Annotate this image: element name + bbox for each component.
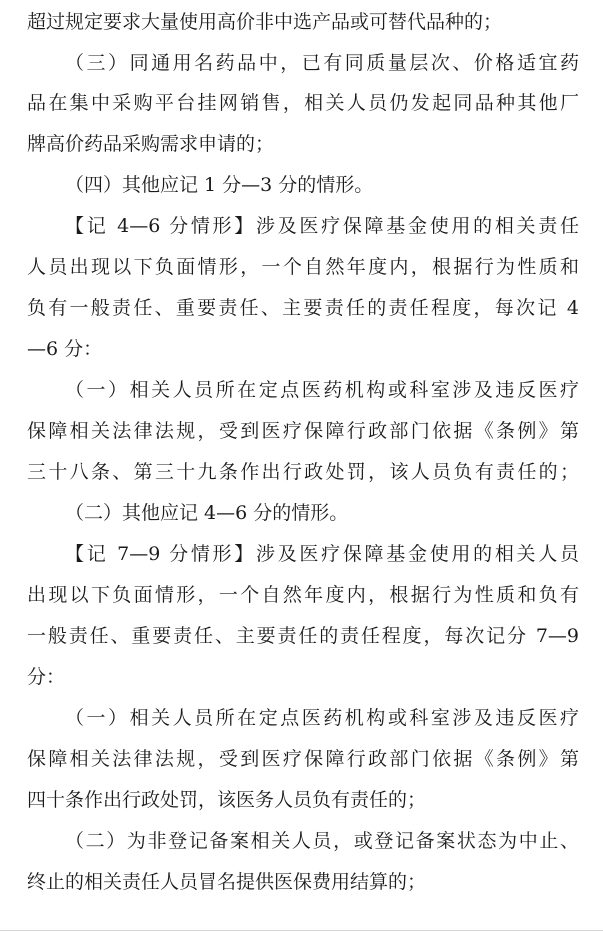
text-line: （二）为非登记备案相关人员，或登记备案状态为中止、 — [65, 830, 579, 852]
text-line: 出现以下负面情形，一个自然年度内，根据行为性质和负有 — [27, 584, 579, 606]
text-line: （一）相关人员所在定点医药机构或科室涉及违反医疗 — [65, 379, 579, 401]
text-line: （一）相关人员所在定点医药机构或科室涉及违反医疗 — [65, 707, 579, 729]
text-line: （四）其他应记 1 分—3 分的情形。 — [65, 174, 374, 196]
text-line: 超过规定要求大量使用高价非中选产品或可替代品种的； — [27, 11, 503, 33]
text-line: 【记 4—6 分情形】涉及医疗保障基金使用的相关责任 — [65, 215, 579, 237]
text-line: 保障相关法律法规，受到医疗保障行政部门依据《条例》第 — [27, 748, 579, 770]
text-line: （二）其他应记 4—6 分的情形。 — [65, 502, 349, 524]
text-line: （三）同通用名药品中，已有同质量层次、价格适宜药 — [65, 52, 579, 74]
text-line: 牌高价药品采购需求申请的； — [27, 133, 275, 155]
text-line: 负有一般责任、重要责任、主要责任的责任程度，每次记 4 — [27, 297, 579, 319]
text-line: 四十条作出行政处罚，该医务人员负有责任的； — [27, 789, 427, 811]
text-line: 三十八条、第三十九条作出行政处罚，该人员负有责任的； — [27, 461, 579, 483]
text-line: 一般责任、重要责任、主要责任的责任程度，每次记分 7—9 — [27, 625, 579, 647]
text-line: 品在集中采购平台挂网销售，相关人员仍发起同品种其他厂 — [27, 92, 579, 114]
text-line: 分： — [27, 666, 66, 688]
text-line: 终止的相关责任人员冒名提供医保费用结算的； — [27, 871, 427, 893]
text-line: 保障相关法律法规，受到医疗保障行政部门依据《条例》第 — [27, 420, 579, 442]
text-line: 【记 7—9 分情形】涉及医疗保障基金使用的相关人员 — [65, 543, 579, 565]
text-line: —6 分： — [27, 338, 103, 360]
text-line: 人员出现以下负面情形，一个自然年度内，根据行为性质和 — [27, 256, 579, 278]
